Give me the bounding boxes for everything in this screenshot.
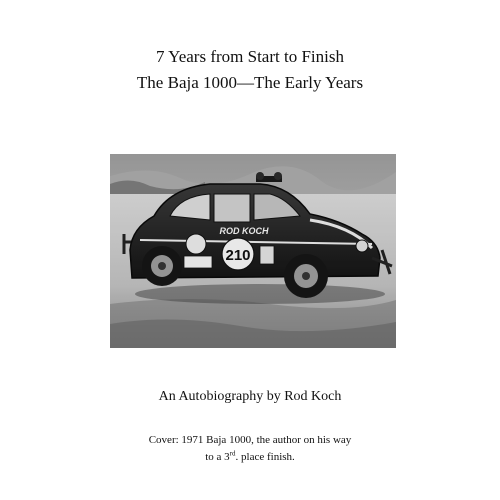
caption-ordinal-suffix: rd (229, 449, 236, 458)
cover-photo (110, 154, 396, 348)
byline: An Autobiography by Rod Koch (158, 389, 342, 404)
title-block (0, 44, 500, 96)
title-line-2: The Baja 1000—The Early Years (136, 73, 364, 92)
caption-line-2-suffix: . place finish. (235, 451, 295, 463)
baja-beetle-photo (110, 154, 396, 348)
cover-caption (0, 432, 500, 466)
title-line-1: 7 Years from Start to Finish (156, 47, 344, 66)
door-name: ROD KOCH (219, 226, 269, 236)
caption-line-1: Cover: 1971 Baja 1000, the author on his way (148, 434, 352, 446)
race-number: 210 (225, 247, 251, 264)
caption-line-2-prefix: to a 3 (205, 451, 230, 463)
caption-line-2 (0, 449, 500, 466)
